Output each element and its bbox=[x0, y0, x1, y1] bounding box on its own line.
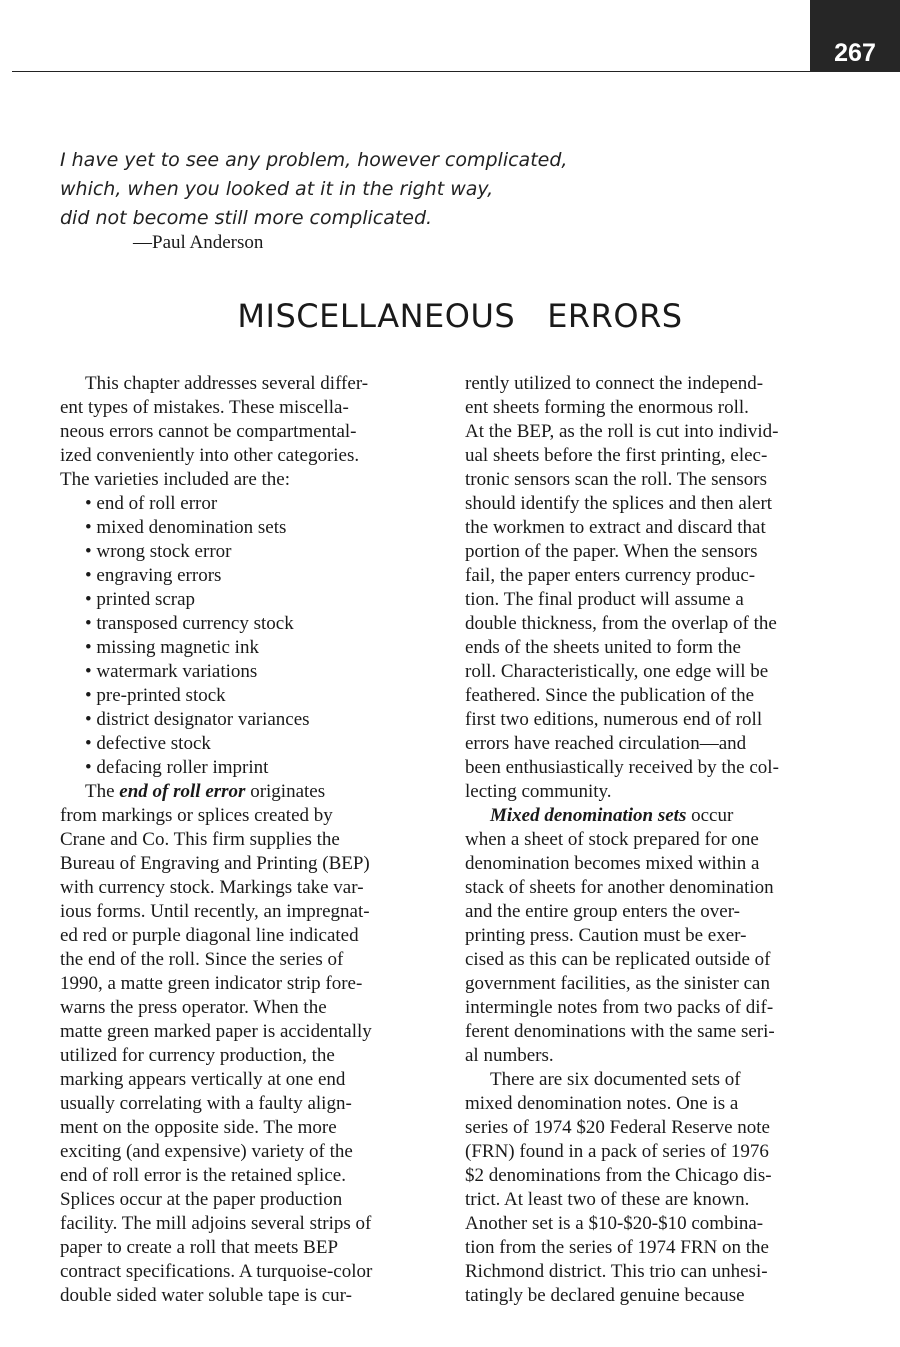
paragraph-line: been enthusiastically received by the col- bbox=[465, 757, 779, 778]
paragraph-line: series of 1974 $20 Federal Reserve note bbox=[465, 1117, 770, 1138]
chapter-title: MISCELLANEOUS ERRORS bbox=[237, 297, 683, 335]
paragraph-line: feathered. Since the publication of the bbox=[465, 685, 755, 706]
paragraph-line: ed red or purple diagonal line indicated bbox=[60, 925, 359, 946]
paragraph-line: Crane and Co. This firm supplies the bbox=[60, 829, 340, 850]
bullet-item: • engraving errors bbox=[85, 565, 222, 586]
term-heading: end of roll error bbox=[119, 781, 246, 802]
left-column bbox=[60, 372, 440, 1308]
paragraph-line: contract specifications. A turquoise-color bbox=[60, 1261, 373, 1282]
paragraph-line: errors have reached circulation—and bbox=[465, 733, 747, 754]
paragraph-line: paper to create a roll that meets BEP bbox=[60, 1237, 339, 1258]
paragraph-line: stack of sheets for another denomination bbox=[465, 877, 774, 898]
paragraph-line: ual sheets before the first printing, elec- bbox=[465, 445, 768, 466]
paragraph-line: the workmen to extract and discard that bbox=[465, 517, 766, 538]
text-run: originates bbox=[245, 781, 326, 802]
paragraph-line: roll. Characteristically, one edge will be bbox=[465, 661, 769, 682]
paragraph-line: lecting community. bbox=[465, 781, 612, 802]
paragraph-line: from markings or splices created by bbox=[60, 805, 333, 826]
bullet-item: • district designator variances bbox=[85, 709, 310, 730]
epigraph-line: which, when you looked at it in the right way, bbox=[60, 178, 494, 200]
paragraph-line: rently utilized to connect the independ- bbox=[465, 373, 764, 394]
paragraph-line: matte green marked paper is accidentally bbox=[60, 1021, 372, 1042]
bullet-item: • defective stock bbox=[85, 733, 211, 754]
paragraph-line: tion from the series of 1974 FRN on the bbox=[465, 1237, 769, 1258]
paragraph-line: mixed denomination notes. One is a bbox=[465, 1093, 739, 1114]
bullet-item: • wrong stock error bbox=[85, 541, 232, 562]
paragraph-line: cised as this can be replicated outside of bbox=[465, 949, 771, 970]
paragraph-line: Splices occur at the paper production bbox=[60, 1189, 343, 1210]
paragraph-line: first two editions, numerous end of roll bbox=[465, 709, 763, 730]
paragraph-line: trict. At least two of these are known. bbox=[465, 1189, 750, 1210]
term-heading: Mixed denomination sets bbox=[490, 805, 687, 826]
bullet-item: • end of roll error bbox=[85, 493, 218, 514]
paragraph-line: tion. The final product will assume a bbox=[465, 589, 744, 610]
paragraph-line: portion of the paper. When the sensors bbox=[465, 541, 758, 562]
paragraph-line: al numbers. bbox=[465, 1045, 554, 1066]
bullet-item: • mixed denomination sets bbox=[85, 517, 287, 538]
paragraph-line: Bureau of Engraving and Printing (BEP) bbox=[60, 853, 370, 874]
paragraph-line: This chapter addresses several differ- bbox=[85, 373, 369, 394]
paragraph-line: (FRN) found in a pack of series of 1976 bbox=[465, 1141, 769, 1162]
paragraph-line: with currency stock. Markings take var- bbox=[60, 877, 364, 898]
paragraph-line: tronic sensors scan the roll. The sensors bbox=[465, 469, 768, 490]
end-of-roll-heading bbox=[60, 780, 440, 804]
epigraph bbox=[60, 146, 620, 233]
paragraph-line: tatingly be declared genuine because bbox=[465, 1285, 745, 1306]
epigraph-line: did not become still more complicated. bbox=[60, 207, 433, 229]
paragraph-line: ized conveniently into other categories. bbox=[60, 445, 360, 466]
page-number: 267 bbox=[834, 39, 876, 67]
paragraph-line: government facilities, as the sinister can bbox=[465, 973, 770, 994]
paragraph-line: utilized for currency production, the bbox=[60, 1045, 335, 1066]
paragraph-line: There are six documented sets of bbox=[490, 1069, 741, 1090]
paragraph-line: At the BEP, as the roll is cut into individ- bbox=[465, 421, 779, 442]
paragraph-line: $2 denominations from the Chicago dis- bbox=[465, 1165, 772, 1186]
text-run: The bbox=[85, 781, 120, 802]
paragraph-line: ment on the opposite side. The more bbox=[60, 1117, 337, 1138]
paragraph-line: neous errors cannot be compartmental- bbox=[60, 421, 357, 442]
right-column bbox=[465, 372, 845, 1308]
paragraph-line: Richmond district. This trio can unhesi- bbox=[465, 1261, 768, 1282]
bullet-item: • watermark variations bbox=[85, 661, 258, 682]
paragraph-line: end of roll error is the retained splice. bbox=[60, 1165, 346, 1186]
paragraph-line: 1990, a matte green indicator strip fore- bbox=[60, 973, 363, 994]
bullet-item: • printed scrap bbox=[85, 589, 196, 610]
bullet-item: • missing magnetic ink bbox=[85, 637, 259, 658]
paragraph-line: denomination becomes mixed within a bbox=[465, 853, 760, 874]
paragraph-line: double sided water soluble tape is cur- bbox=[60, 1285, 352, 1306]
header-rule bbox=[12, 71, 812, 72]
paragraph-line: double thickness, from the overlap of the bbox=[465, 613, 777, 634]
page-number-tab bbox=[810, 0, 900, 72]
paragraph-line: ends of the sheets united to form the bbox=[465, 637, 741, 658]
paragraph-line: Another set is a $10-$20-$10 combina- bbox=[465, 1213, 764, 1234]
epigraph-attribution: —Paul Anderson bbox=[133, 232, 264, 253]
bullet-item: • pre-printed stock bbox=[85, 685, 226, 706]
paragraph-line: when a sheet of stock prepared for one bbox=[465, 829, 759, 850]
paragraph-line: usually correlating with a faulty align- bbox=[60, 1093, 352, 1114]
bullet-item: • transposed currency stock bbox=[85, 613, 294, 634]
mixed-denomination-heading bbox=[465, 804, 845, 828]
paragraph-line: ious forms. Until recently, an impregnat- bbox=[60, 901, 370, 922]
paragraph-line: and the entire group enters the over- bbox=[465, 901, 741, 922]
paragraph-line: exciting (and expensive) variety of the bbox=[60, 1141, 353, 1162]
paragraph-line: should identify the splices and then alert bbox=[465, 493, 773, 514]
paragraph-line: intermingle notes from two packs of dif- bbox=[465, 997, 774, 1018]
paragraph-line: printing press. Caution must be exer- bbox=[465, 925, 747, 946]
paragraph-line: The varieties included are the: bbox=[60, 469, 291, 490]
epigraph-line: I have yet to see any problem, however complicated, bbox=[60, 149, 568, 171]
paragraph-line: ent sheets forming the enormous roll. bbox=[465, 397, 749, 418]
paragraph-line: warns the press operator. When the bbox=[60, 997, 327, 1018]
text-run: occur bbox=[686, 805, 734, 826]
paragraph-line: fail, the paper enters currency produc- bbox=[465, 565, 756, 586]
paragraph-line: ferent denominations with the same seri- bbox=[465, 1021, 775, 1042]
paragraph-line: facility. The mill adjoins several strips of bbox=[60, 1213, 372, 1234]
paragraph-line: the end of the roll. Since the series of bbox=[60, 949, 344, 970]
bullet-item: • defacing roller imprint bbox=[85, 757, 269, 778]
paragraph-line: marking appears vertically at one end bbox=[60, 1069, 346, 1090]
paragraph-line: ent types of mistakes. These miscella- bbox=[60, 397, 349, 418]
